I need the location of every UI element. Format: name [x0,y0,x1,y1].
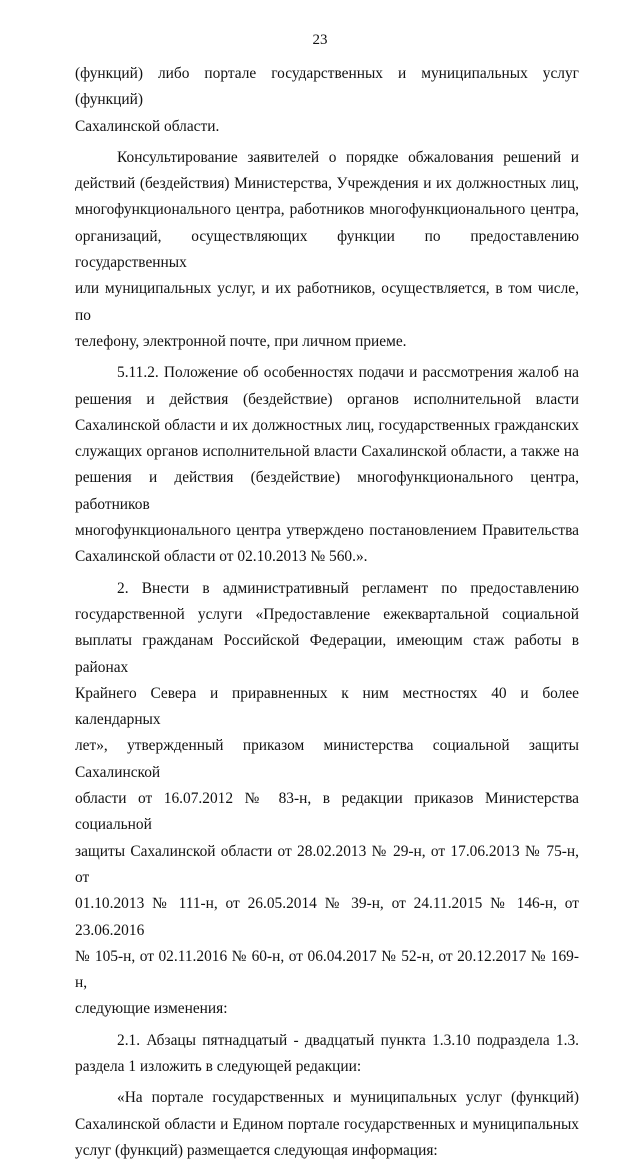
text-line: Крайнего Севера и приравненных к ним местностях 40 и более календарных [75,684,579,729]
text-line: служащих органов исполнительной власти Сахалинской области, а также на [75,443,579,461]
paragraph-continuation [75,61,579,140]
page-number: 23 [312,32,328,48]
text-line: Сахалинской области и их должностных лиц, государственных гражданских [75,416,579,434]
text-line: многофункционального центра, работников многофункционального центра, [75,201,579,219]
text-line: телефону, электронной почте, при личном приеме. [75,332,407,350]
paragraph-consultation [75,145,579,355]
paragraph-quote [75,1085,579,1164]
text-line: защиты Сахалинской области от 28.02.2013 № 29-н, от 17.06.2013 № 75-н, от [75,842,579,886]
paragraph-item-2-1 [75,1028,579,1081]
text-line: следующие изменения: [75,1000,228,1018]
text-line: раздела 1 изложить в следующей редакции: [75,1057,362,1075]
text-line: 01.10.2013 № 111-н, от 26.05.2014 № 39-н, от 24.11.2015 № 146-н, от 23.06.2016 [75,895,579,939]
text-line: организаций, осуществляющих функции по предоставлению государственных [75,227,579,272]
text-line: Сахалинской области и Едином портале государственных и муниципальных [75,1115,579,1133]
text-line: № 105-н, от 02.11.2016 № 60-н, от 06.04.2017 № 52-н, от 20.12.2017 № 169-н, [75,947,579,992]
text-line: 2.1. Абзацы пятнадцатый - двадцатый пункта 1.3.10 подраздела 1.3. [117,1031,579,1049]
text-line: действий (бездействия) Министерства, Учреждения и их должностных лиц, [75,175,579,193]
text-line: Сахалинской области от 02.10.2013 № 560.». [75,548,368,566]
text-line: «На портале государственных и муниципальных услуг (функций) [117,1089,579,1107]
document-body [75,61,579,1169]
text-line: 5.11.2. Положение об особенностях подачи и рассмотрения жалоб на [117,364,579,382]
text-line: лет», утвержденный приказом министерства социальной защиты Сахалинской [75,737,579,781]
text-line: услуг (функций) размещается следующая информация: [75,1141,438,1159]
text-line: Сахалинской области. [75,117,220,135]
text-line: области от 16.07.2012 № 83-н, в редакции приказов Министерства социальной [75,790,579,834]
text-line: решения и действия (бездействие) органов исполнительной власти [75,390,579,408]
text-line: Консультирование заявителей о порядке обжалования решений и [117,148,579,166]
text-line: (функций) либо портале государственных и муниципальных услуг (функций) [75,65,579,109]
text-line: государственной услуги «Предоставление ежеквартальной социальной [75,605,579,623]
text-line: многофункционального центра утверждено постановлением Правительства [75,522,579,540]
paragraph-item-2 [75,576,579,1023]
text-line: решения и действия (бездействие) многофункционального центра, работников [75,469,579,513]
text-line: 2. Внести в административный регламент по предоставлению [117,579,579,597]
text-line: выплаты гражданам Российской Федерации, имеющим стаж работы в районах [75,632,579,676]
paragraph-5-11-2 [75,360,579,570]
text-line: или муниципальных услуг, и их работников, осуществляется, в том числе, по [75,280,579,324]
